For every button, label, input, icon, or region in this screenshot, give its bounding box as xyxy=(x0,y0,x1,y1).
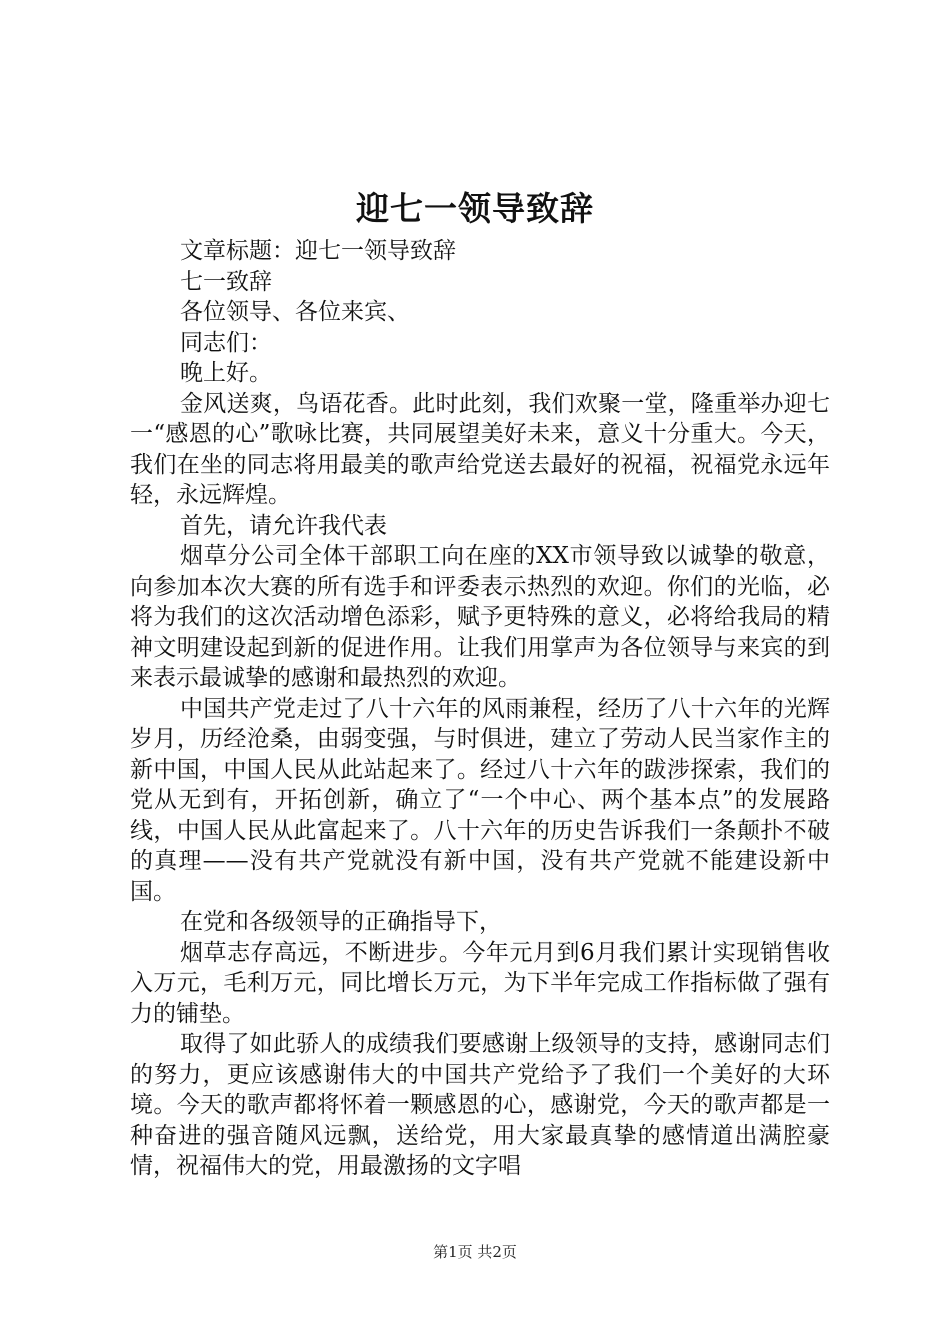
paragraph-party-history: 中国共产党走过了八十六年的风雨兼程，经历了八十六年的光辉岁月，历经沧桑，由弱变强，与时俱进，建立了劳动人民当家作主的新中国，中国人民从此站起来了。经过八十六年的跋涉探索，我们的党从无到有，开拓创新，确立了“一个中心、两个基本点”的发展路线，中国人民从此富起来了。八十六年的历史告诉我们一条颠扑不破的真理——没有共产党就没有新中国，没有共产党就不能建设新中国。 xyxy=(130,695,830,905)
paragraph-guidance: 在党和各级领导的正确指导下， xyxy=(180,909,502,935)
paragraph-salutation-comrades: 同志们： xyxy=(180,329,272,356)
paragraph-opening: 金风送爽，鸟语花香。此时此刻，我们欢聚一堂，隆重举办迎七一“感恩的心”歌咏比赛，共同展望美好未来，意义十分重大。今天，我们在坐的同志将用最美的歌声给党送去最好的祝福，祝福党永远年轻，永远辉煌。 xyxy=(130,390,830,508)
paragraph-welcome: 烟草分公司全体干部职工向在座的XX市领导致以诚挚的敬意，向参加本次大赛的所有选手和评委表示热烈的欢迎。你们的光临，必将为我们的这次活动增色添彩，赋予更特殊的意义，必将给我局的精神文明建设起到新的促进作用。让我们用掌声为各位领导与来宾的到来表示最诚挚的感谢和最热烈的欢迎。 xyxy=(130,543,830,691)
paragraph-gratitude: 取得了如此骄人的成绩我们要感谢上级领导的支持，感谢同志们的努力，更应该感谢伟大的中国共产党给予了我们一个美好的大环境。今天的歌声都将怀着一颗感恩的心，感谢党，今天的歌声都是一种奋进的强音随风远飘，送给党，用大家最真挚的感情道出满腔豪情，祝福伟大的党，用最激扬的文字唱 xyxy=(130,1031,830,1179)
paragraph-salutation-leaders: 各位领导、各位来宾、 xyxy=(180,299,410,325)
paragraph-article-title: 文章标题：迎七一领导致辞 xyxy=(180,238,456,264)
paragraph-greeting: 晚上好。 xyxy=(180,360,272,386)
document-body xyxy=(130,236,830,1182)
paragraph-subtitle: 七一致辞 xyxy=(180,268,272,295)
paragraph-first-please: 首先，请允许我代表 xyxy=(180,512,387,539)
paragraph-achievements: 烟草志存高远，不断进步。今年元月到6月我们累计实现销售收入万元，毛利万元，同比增长万元，为下半年完成工作指标做了强有力的铺垫。 xyxy=(130,939,830,1027)
document-title: 迎七一领导致辞 xyxy=(356,189,594,228)
page-footer: 第1页 共2页 xyxy=(433,1243,517,1261)
